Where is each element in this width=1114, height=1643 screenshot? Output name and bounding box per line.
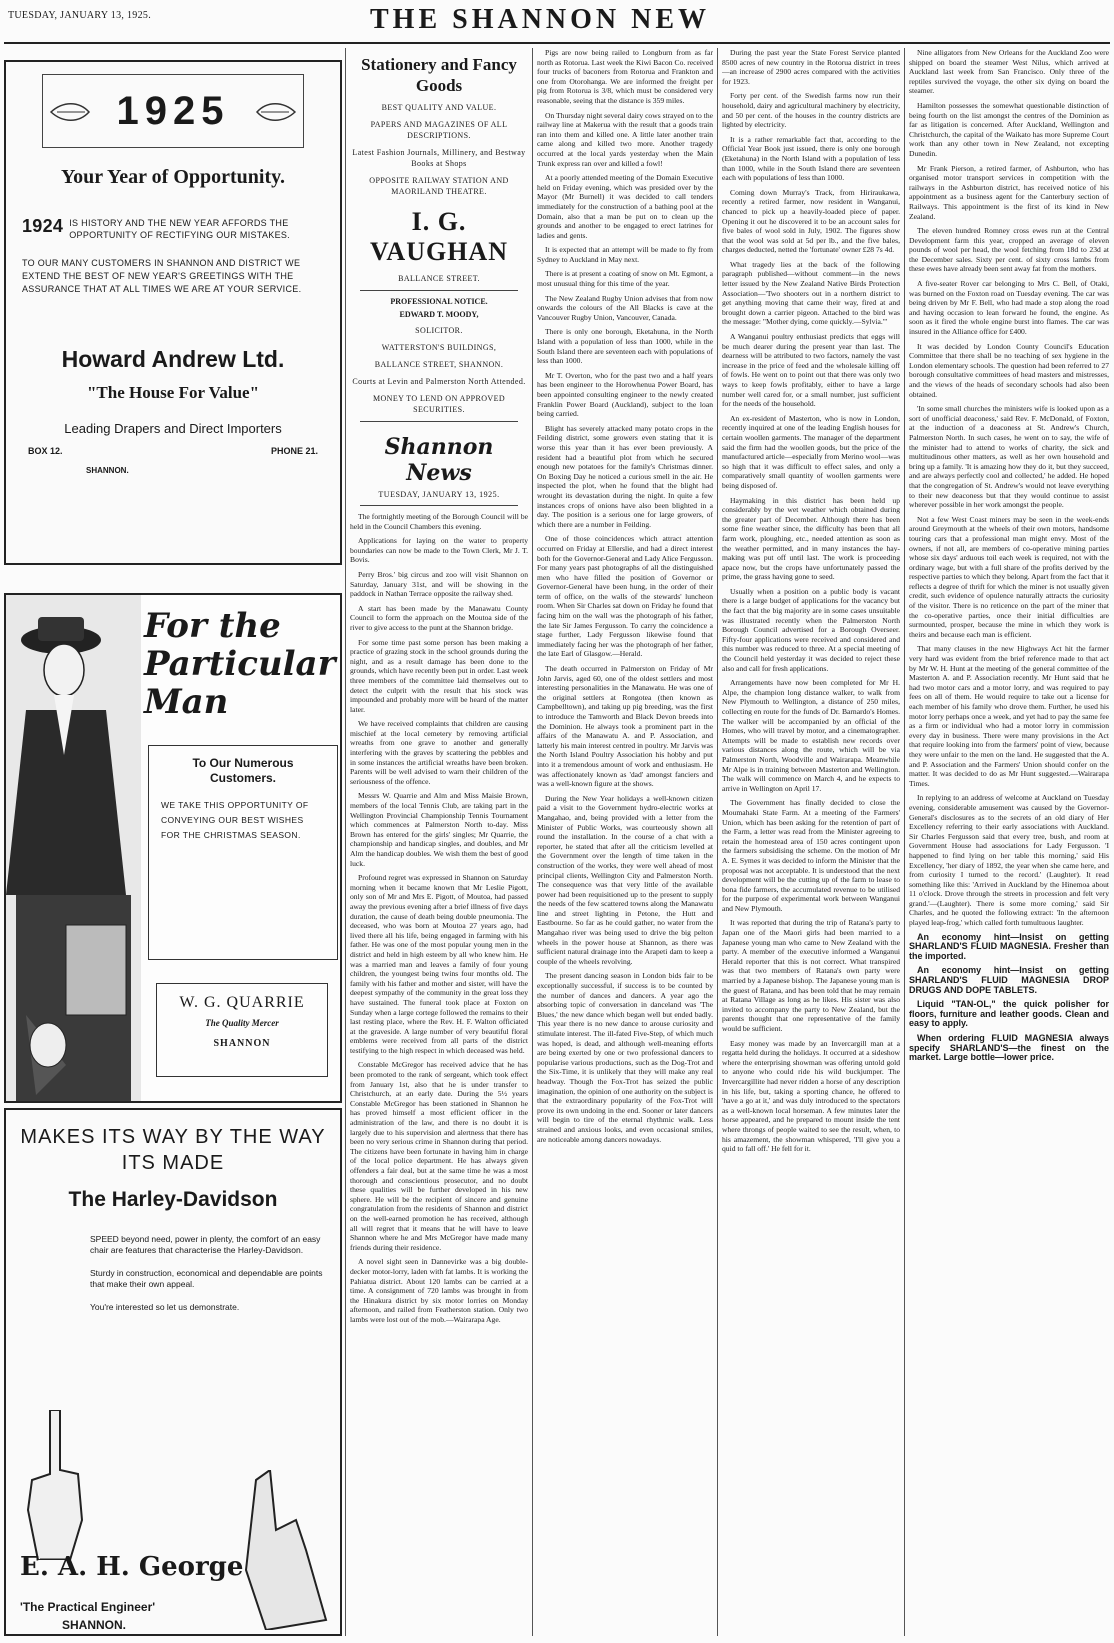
- article-paragraph: That many clauses in the new Highways Act hit the farmer very hard was evident from the brief reference made to that act by Mr W. H. Hunt at the meeting of the general committee of the Masterton A. and P. Association recently. Mr Hunt said that he had two motor cars and a motor lorry, and was required to pay fees on all of them. He would require to take out a license for each member of his family who drove them. Further, he used his motor lorry perhaps once a week, and yet had to pay the same fee as a firm or individual who had a motor lorry in commission every day in business. There were many provisions in the Act that require looking into from the farmers' point of view, because they were unfair to the men on the land. He suggested that the A. and P. Association and the Farmers' Union should confer on the matter. It was decided to do as Mr Hunt suggested.—Wairarapa Times.: [909, 644, 1109, 788]
- article-paragraph: 'In some small churches the ministers wife is looked upon as a sort of unofficial deaconess,' said Rev. F. McDonald, of Foxton, at the induction of a deaconess at St. Andrew's Church, Palmerston North. In such cases, he went on to say, the wife of the minister had to attend to works of charity, the sick and multitudinous other matters, as well as her own household and bring up a family. 'It is amazing how they do it, but they succeed, and are always perfectly cool and collected,' he added. He hoped that the congregation of St. Andrew's would not leave everything to their new deaconess but that they would continue to assist wherever possible in her work amongst the people.: [909, 404, 1109, 510]
- column-5: [909, 48, 1109, 1638]
- article-paragraph: A novel sight seen in Dannevirke was a big double-decker motor-lorry, laden with fat lambs. It is working the Pahiatua district. About 120 lambs can be carried at a time. A consignment of 720 lambs was brought in from the Hinakura district by six motor lorries on Monday afternoon, and railed from Featherston station. Only two lambs were lost out of the mob.—Wairarapa Age.: [350, 1257, 528, 1324]
- article-list: [909, 48, 1109, 928]
- professional-notice: PROFESSIONAL NOTICE.: [390, 297, 488, 306]
- mercer-subtitle: The Quality Mercer: [205, 1018, 279, 1028]
- article-paragraph: It was reported that during the trip of Ratana's party to Japan one of the Maori girls had been married to a Japanese young man who came to New Zealand with the party. A member of the executive informed a Wanganui Herald reporter that this is not correct. What transpired was that two members of Ratana's own party were married by a Japanese bishop. The Japanese young man is the guest of Ratana, and has been told that he may remain at Ratana Village as long as he likes. His sister was also invited to accompany the party to New Zealand, but the parents thought that one representative of the family would be sufficient.: [722, 918, 900, 1033]
- article-paragraph: Arrangements have now been completed for Mr H. Alpe, the champion long distance walker, to walk from New Plymouth to Wellington, a distance of 250 miles, collecting en route for the funds of Dr. Barnardo's Homes. The walker will be accompanied by an official of the Homes, who will travel by motor, and a cinematographer. Attempts will be made to establish new records over various distances along the route, which will be via Palmerston North, Woodville and Wairarapa. Meanwhile Mr Alpe is in training between Masterton and Wellington. The walk will commence on March 4, and he expects to arrive in Wellington on April 17.: [722, 678, 900, 793]
- article-paragraph: Not a few West Coast miners may be seen in the week-ends around Greymouth at the wheels of their own motors, handsome touring cars that a professional man might envy. Most of the owners, if not all, are members of co-operative mining parties whose six days' arduous toil each week is required, not with the ordinary wage, but with a full share of the profits derived by the respective parties to which they belong. Apart from the fact that it reflects a degree of thrift for which the miner is not usually given credit, such evidence of opulence naturally attracts the curiosity of the visitor. There is no reticence on the part of the miner that the co-operative parties, once their initial difficulties are surmounted, prosper, because the mine in which they work is theirs and because each man is efficient.: [909, 514, 1109, 639]
- article-paragraph: For some time past some person has been making a practice of grazing stock in the school grounds during the night, and as a result damage has been done to the grounds, which have recently been put in order. Last week three members of the committee laid themselves out to detect the culprit with the result that his stock was impounded and probably more will be heard of the matter later.: [350, 637, 528, 714]
- article-paragraph: During the past year the State Forest Service planted 8500 acres of new country in the Rotorua district in trees—an increase of 2900 acres compared with the activities for 1923.: [722, 48, 900, 86]
- papers-line: PAPERS AND MAGAZINES OF ALL DESCRIPTIONS.: [370, 120, 508, 140]
- mercer-name: W. G. QUARRIE: [179, 994, 305, 1011]
- article-paragraph: Constable McGregor has received advice that he has been promoted to the rank of sergeant, which took effect from January 1st, also that he is under transfer to Christchurch, at an early date. During the 5½ years Constable McGregor has been stationed in Shannon he has proved himself a most efficient officer in the administration of the law, and there is no doubt it is largely due to his supervision and alertness that there has been no very serious crime in Shannon during that period. The citizens have been fortunate in having him in charge of the local police department. He has always given offenders a fair deal, but at the same time he was a most thorough and conscientious prosecutor, and no doubt these qualities will be further developed in his new sphere. He will be the recipient of sincere and genuine congratulation from the residents of Shannon and district on the well-earned promotion he has received, although all will regret that it means that he will have to leave Shannon where he and Mrs McGregor have made many friends during their residence.: [350, 1060, 528, 1252]
- article-paragraph: The fortnightly meeting of the Borough Council will be held in the Council Chambers this evening.: [350, 512, 528, 531]
- article-paragraph: It is a rather remarkable fact that, according to the Official Year Book just issued, there is only one borough (Eketahuna) in the North Island with a population of less than 1000, while in the South Island there are seventeen each with populations of less than 1000.: [722, 134, 900, 183]
- article-paragraph: On Thursday night several dairy cows strayed on to the railway line at Makerua with the result that a goods train ran into them and killed one. A little later another train came along and killed two more. Another tragedy occurred at the local yards yesterday when the Main Trunk express ran over and killed a fowl!: [537, 110, 713, 168]
- pointing-hand-icon: [20, 1410, 90, 1560]
- article-paragraph: Forty per cent. of the Swedish farms now run their household, dairy and agricultural machinery by electricity, and 50 per cent. of the houses in the country districts are lighted by electricity.: [722, 91, 900, 130]
- article-paragraph: One of those coincidences which attract attention occurred on Friday at Ellerslie, and had a direct interest both for the Governor-General and Lady Alice Fergusson. For many years past photographs of all the distinguished men who have filled the position of Governor or Governor-General have been hung, in the order of their term of office, on the walls of the stewards' luncheon room. When Sir Charles sat down on Friday he found that facing him on the wall was the photograph of his father, the late Sir James Fergusson. To carry the coincidence a stage further, Lady Fergusson likewise found that immediately facing her was the photograph of her father, the late Earl of Glasgow.—Herald.: [537, 534, 713, 659]
- harley-text-2: Sturdy in construction, economical and dependable are points that make their own appeal.: [90, 1268, 323, 1289]
- notice-paragraph: An economy hint—Insist on getting SHARLAND'S FLUID MAGNESIA. Fresher than the imported.: [909, 931, 1109, 961]
- headline-line-1: For the: [144, 606, 281, 646]
- article-paragraph: There is at present a coating of snow on Mt. Egmont, a most unusual thing for this time of the year.: [537, 269, 713, 289]
- article-paragraph: The death occurred in Palmerston on Friday of Mr John Jarvis, aged 60, one of the oldest settlers and most interesting personalities in the Manawatu. He was one of the original settlers at Rongotea (then known as Campbelltown), and taking up pig breeding, was the first to introduce the Tamworth and Black Devon breeds into the Dominion. He always took a prominent part in the affairs of the Manawatu A. and P. Association, and latterly his main interest centred in poultry. Mr Jarvis was the North Island Poultry Association his hobby and put into it a tremendous amount of work and enthusiasm. He was affectionately known as 'dad' amongst fanciers and was a well-known figure at the shows.: [537, 664, 713, 789]
- harley-text-3: You're interested so let us demonstrate.: [90, 1302, 240, 1312]
- journals-line: Latest Fashion Journals, Millinery, and Bestway Books at Shops: [352, 148, 526, 168]
- buildings-line: WATTERSTON'S BUILDINGS,: [381, 343, 497, 352]
- dealer-town: SHANNON.: [62, 1618, 127, 1632]
- opportunity-lead: [22, 217, 324, 241]
- vaughan-address: BALLANCE STREET.: [398, 274, 480, 283]
- article-paragraph: An ex-resident of Masterton, who is now in London, recently inquired at one of the leading English houses for certain woollen garments. The manager of the department said the firm had the woollen goods, but the price of the manufactured article—especially from Merino wool—was so high that it was difficult to effect sales, and only a comparatively small quantity of woollen garments were being disposed of.: [722, 413, 900, 490]
- article-paragraph: Pigs are now being railed to Longburn from as far north as Rotorua. Last week the Kiwi Bacon Co. received four trucks of baconers from Rotorua and Frankton and one from Otorohanga. We are informed the freight per pig from Rotorua is 3/8, which must be considered very reasonable, seeing that the distance is 359 miles.: [537, 48, 713, 105]
- harley-headline: MAKES ITS WAY BY THE WAY ITS MADE: [20, 1126, 326, 1174]
- article-paragraph: The present dancing season in London bids fair to be exceptionally successful, if success is to be counted by the number of dances and dancers. A year ago the absorbing topic of conversation in danceland was 'The Blues,' the new dance which began well but ended badly. This year there is no new dance to arouse curiosity and stimulate interest. The ill-fated Five-Step, of which much was hoped, is dead, and although well-meaning efforts are being exerted by one or two professional dancers to popularise various productions, such as the Dog-Trot and the Six-Time, it is unlikely that they will make any real headway. Though the Fox-Trot has seized the public imagination, the opinion of one authority on the subject is that the extraordinary popularity of the Fox-Trot will prove its own undoing in the end. Sooner or later dancers will begin to tire of the eternal rhythmic walk. Less strained and anxious looks, and even occasional smiles, are noticeable among dancers nowadays.: [537, 971, 713, 1144]
- article-paragraph: The New Zealand Rugby Union advises that from now onwards the colours of the All Blacks is cave at the Vancouver Rugby Union, Vancouver, Canada.: [537, 293, 713, 322]
- notice-paragraph: When ordering FLUID MAGNESIA always specify SHARLAND'S—the finest on the market. Large bottle—lower price.: [909, 1033, 1109, 1063]
- firm-slogan: "The House For Value": [86, 383, 260, 402]
- article-paragraph: Coming down Murray's Track, from Hiriraukawa, recently a retired farmer, now resident in Wanganui, chanced to pick up a heavily-loaded piece of paper. Opening it out he discovered it to be an account sales for five bales of wool sold in July, 1902. The figures show that the wool was sold at 5d per lb., and the five bales, charges deducted, netted the 'fortunate' owner £28 7s 4d.: [722, 187, 900, 255]
- article-paragraph: In replying to an address of welcome at Auckland on Tuesday evening, considerable amusement was caused by the Governor-General's disclosures as to the secrets of an old diary of Her Excellency referring to their early associations with Auckland. Sir Charles Fergusson said that every tree, bush, and room at Government House had associations for Lady Fergusson. 'I happened to find lying on her table this morning,' said His Excellency, 'her diary of 1892, the year when she came here, and from curiosity I turned to the record.' (Laughter). It read something like this: 'Arrived in Auckland by the Hinemoa about 11 o'clock. Drove through the streets in procession and felt very grand.'—(Laughter). There is some more coming,' said Sir Charles, and he quoted the following extract: 'In the afternoon played leap-frog,' which called forth tumultuous laughter.: [909, 793, 1109, 928]
- lead-text: IS HISTORY AND THE NEW YEAR AFFORDS THE OPPORTUNITY OF RECTIFYING OUR MISTAKES.: [69, 218, 290, 240]
- greeting-message: WE TAKE THIS OPPORTUNITY OF CONVEYING OUR BEST WISHES FOR THE CHRISTMAS SEASON.: [161, 800, 309, 840]
- notice-paragraph: An economy hint—Insist on getting SHARLAND'S FLUID MAGNESIA DROP DRUGS AND DOPE TABLETS.: [909, 965, 1109, 995]
- firm-contact: [28, 446, 318, 456]
- article-paragraph: Profound regret was expressed in Shannon on Saturday morning when it became known that Mr Leslie Pigott, only son of Mr and Mrs E. Pigott, of Moutoa, had passed away the previous evening after a brief illness of five days duration, the cause of death being double pneumonia. The deceased, who was born at Moutoa 27 years ago, had lived there all his life, being engaged in farming with his father. He was one of the most popular young men in the district and held in high esteem by all who knew him. He was a married man and leaves a family of four young children, the youngest being twins four months old. The family with his father and mother and sister, will have the deepest sympathy of the community in the great loss they have sustained. The funeral took place at Foxton on Sunday when a large cortege followed the remains to their last resting place, where the Rev. H. F. Walton officiated at the graveside. A large number of very beautiful floral emblems were received from all parts of the district testifying to the high respect in which deceased was held.: [350, 873, 528, 1055]
- firm-name: Howard Andrew Ltd.: [61, 346, 285, 372]
- article-paragraph: It was decided by London County Council's Education Committee that there shall be no teaching of sex hygiene in the London elementary schools. The question had been referred to 27 borough consultative committees of head masters and mistresses, and the views of the heads of secondary schools had also been obtained.: [909, 341, 1109, 399]
- article-paragraph: Nine alligators from New Orleans for the Auckland Zoo were shipped on board the steamer West Nilus, which arrived at Auckland last week from San Francisco. Only three of the reptiles survived the voyage, the other six dying on board the steamer.: [909, 48, 1109, 96]
- divider: [360, 505, 518, 506]
- article-paragraph: A Wanganui poultry enthusiast predicts that eggs will be much dearer during the present year than last. The dearness will be attributed to two factors, namely the vast increase in the price of feed and the wholesale killing off of fowls. He went on to point out that there was only two ways to keep fowls profitably, either to have a large number well cared for, or a small number, just sufficient for the needs of the household.: [722, 332, 900, 409]
- opportunity-body: TO OUR MANY CUSTOMERS IN SHANNON AND DISTRICT WE EXTEND THE BEST OF NEW YEAR'S GREETINGS WITH THE ASSURANCE THAT AT ALL TIMES WE ARE AT YOUR SERVICE.: [22, 258, 302, 294]
- article-paragraph: The Government has finally decided to close the Moumahaki State Farm. At a meeting of the Farmers' Union, which has been asking for the retention of part of the Farm, a letter was read from the Minister agreeing to retain the homestead area of 150 acres contingent upon the farmers subsidising the scheme. On the motion of Mr A. E. Symes it was decided to inform the Minister that the proposal was not acceptable. It is understood that the next development will be the cutting up of the farm to lease to bona fide farmers, the accumulated revenue to be utilised for the purpose of experimental work between Wanganui and New Plymouth.: [722, 798, 900, 913]
- column-4: [722, 48, 900, 1638]
- column-rule: [532, 48, 533, 1636]
- article-paragraph: Perry Bros.' big circus and zoo will visit Shannon on Saturday, January 31st, and will be showing in the paddock in Nathan Terrace opposite the railway shed.: [350, 569, 528, 599]
- article-list: [350, 512, 528, 1325]
- article-paragraph: At a poorly attended meeting of the Domain Executive held on Friday evening, which was presided over by the Mayor (Mr Burnell) it was decided to call tenders immediately for the construction of a bathing pool at the Domain, also that a man be put on to clean up the grounds and another to be engaged to erect latrines for ladies and gents.: [537, 173, 713, 240]
- masthead-rule: [4, 42, 1110, 44]
- quality-line: BEST QUALITY AND VALUE.: [381, 103, 497, 112]
- laurel-left-icon: [49, 97, 91, 127]
- harley-brand: The Harley-Davidson: [68, 1188, 278, 1211]
- mercer-town: SHANNON: [213, 1038, 271, 1049]
- phone-number: PHONE 21.: [270, 446, 318, 456]
- greeting-title: To Our Numerous Customers.: [192, 756, 294, 785]
- year-banner: [42, 74, 304, 148]
- courts-line: Courts at Levin and Palmerston North Attended.: [352, 377, 526, 386]
- greeting-panel: [148, 745, 338, 960]
- article-paragraph: It is expected that an attempt will be made to fly from Sydney to Auckland in May next.: [537, 245, 713, 264]
- article-paragraph: We have received complaints that children are causing mischief at the local cemetery by removing artificial wreaths from one grave to another and generally interfering with the graves by scattering the pebbles and in some instances the artificial wreaths have been broken. Parents will be well advised to warn their children of the seriousness of the offence.: [350, 719, 528, 786]
- article-paragraph: Haymaking in this district has been held up considerably by the wet weather which obtained during the greater part of December. Although there has been some fine weather since, the difficulty has been that all farm work, ploughing, etc., needed attention as soon as the weather permitted, and in many instances the hay-making was put off until last. The work is proceeding apace now, but the crops have unfortunately passed the prime, the grass having gone to seed.: [722, 495, 900, 582]
- article-paragraph: What tragedy lies at the back of the following paragraph published—without comment—in the news letter issued by the New Zealand Native Birds Protection Association—'Two shooters out in a northern district to get anything moving that came their way, fired at and brought down a carrier pigeon. Attached to the bird was the message: "Mother dying, come quickly.—Sylvia."': [722, 259, 900, 327]
- newspaper-title: THE SHANNON NEW: [370, 4, 711, 35]
- raised-hand-icon: [236, 1470, 336, 1630]
- mercer-card: [156, 983, 328, 1077]
- article-paragraph: A start has been made by the Manawatu County Council to form the approach on the Moutoa side of the river to give access to the punt at the Shannon bridge.: [350, 603, 528, 632]
- issue-date: TUESDAY, JANUARY 13, 1925.: [8, 10, 152, 21]
- harley-text-1: SPEED beyond need, power in plenty, the comfort of an easy chair are features that characterise the Harley-Davidson.: [90, 1234, 321, 1255]
- notice-list: [909, 933, 1109, 1063]
- year-text: 1925: [116, 88, 230, 133]
- divider: [360, 421, 518, 422]
- column-2: [350, 48, 528, 1638]
- firm-description: Leading Drapers and Direct Importers: [64, 421, 282, 436]
- column-rule: [717, 48, 718, 1636]
- ballance-line: BALLANCE STREET, SHANNON.: [374, 360, 504, 369]
- gentleman-illustration-icon: [6, 595, 141, 1101]
- article-list: [537, 48, 713, 1144]
- article-paragraph: A five-seater Rover car belonging to Mrs C. Bell, of Otaki, was burned on the Foxton road on Tuesday evening. The car was being driven by Mr F. Bell, who had made a stop along the road and having occasion to lean forward he found, the engine. As soon as it fired the whole engine burst into flames. The car was insured in the Alliance office for £400.: [909, 279, 1109, 337]
- quarrie-ad: [4, 593, 342, 1103]
- dealer-tagline: 'The Practical Engineer': [20, 1600, 156, 1614]
- solicitor-title: SOLICITOR.: [415, 326, 463, 335]
- column-3: [537, 48, 713, 1638]
- article-paragraph: Blight has severely attacked many potato crops in the Feilding district, some growers even stating that it is worse this year than it has ever been previously. A resident had a beautiful plot from which he secured enough new potatoes for the family's Christmas dinner. On Boxing Day he noticed a curious smell in the air. He inspected the plot, when he found that the blight had wrought its devastation during the night. In quite a few instances crops of onions have also been blighted in a day. The position is a serious one for large growers, of which there are a number in Feilding.: [537, 423, 713, 529]
- harley-davidson-ad: [4, 1108, 342, 1636]
- laurel-right-icon: [255, 97, 297, 127]
- article-paragraph: There is only one borough, Eketahuna, in the North Island with a population of less than 1000, while in the South Island there are seventeen each with populations of less than 1000.: [537, 327, 713, 366]
- lead-year: 1924: [22, 216, 64, 236]
- article-paragraph: Mr T. Overton, who for the past two and a half years has been engineer to the Horowhenua Power Board, has been appointed consulting engineer to the newly created Franklin Power Board (Auckland), subject to the loan being carried.: [537, 370, 713, 419]
- opposite-line: OPPOSITE RAILWAY STATION AND MAORILAND THEATRE.: [369, 176, 509, 196]
- notice-paragraph: Liquid "TAN-OL," the quick polisher for floors, furniture and leather goods. Clean and easy to apply.: [909, 999, 1109, 1029]
- particular-headline: [144, 607, 344, 721]
- howard-andrew-ad: [4, 60, 342, 565]
- article-paragraph: During the New Year holidays a well-known citizen paid a visit to the Government hydro-electric works at Mangahao, and, being provided with a letter from the Minister of Public Works, was courteously shown all round the installation. In the course of a chat with a reporter, he stated that after all the criticism levelled at the Government over the length of time taken in the construction of the works, they were well ahead of most principal clients, Wellington City and Palmerston North. The consequence was that very little of the available power had been requisitioned up to the present to supply the needs of the few scattered towns along the Manawatu line and street lighting in Petone, the Hutt and Eastbourne. So far as he could gather, no water from the Mangahao river was being used to drive the big pelton wheels in the power house at Shannon, as there was sufficient natural drainage into the Arapeti dam to keep a couple of the wheels revolving.: [537, 793, 713, 966]
- article-paragraph: Applications for laying on the water to property boundaries can now be made to the Town Clerk, Mr J. T. Bovis.: [350, 536, 528, 565]
- article-list: [722, 48, 900, 1154]
- headline-line-2: Particular Man: [144, 644, 336, 722]
- solicitor-name: EDWARD T. MOODY,: [399, 310, 479, 319]
- article-paragraph: Mr Frank Pierson, a retired farmer, of Ashburton, who has organised motor transport services in competition with the railways in the Ashburton district, has received notice of his appointment as a business agent for the Canterbury section of Railways. This appointment is the first of its kind in New Zealand.: [909, 163, 1109, 221]
- article-paragraph: Hamilton possesses the somewhat questionable distinction of being fourth on the list amongst the centres of the Dominion as far as litigation is concerned. After Auckland, Wellington and Christchurch, the capital of the Waikato has more Supreme Court work than any other town in New Zealand, not excepting Dunedin.: [909, 100, 1109, 158]
- article-paragraph: Usually when a position on a public body is vacant there is a large budget of applications for the vacancy but the fact that the big majority are in some cases unsuitable was illustrated recently when the Palmerston North Borough Council advertised for a Borough Overseer. Fifty-four applications were received and considered and this number was reduced to three. At a special meeting of the Council held yesterday it was decided to reject these also and call for fresh applications.: [722, 586, 900, 673]
- opportunity-headline: Your Year of Opportunity.: [60, 166, 286, 188]
- stationery-heading: Stationery and Fancy Goods: [361, 55, 517, 95]
- article-paragraph: Easy money was made by an Invercargill man at a regatta held during the holidays. It occurred at a sideshow where the enterprising showman was offering untold gold to anyone who could ride his wild buckjumper. The Invercargillite had never ridden a horse of any description in his life, but, taking a sporting chance, he offered to 'have a go at it,' and was duly introduced to the spectators as a well-known local horseman. A few minutes later the horse appeared, and he prepared to mount inside the tent where throngs of people waited to see the result, when, to his amazement, the showman whispered, 'I'll give you a quid to fall off.' He fell for it.: [722, 1038, 900, 1154]
- divider: [360, 290, 518, 291]
- money-line: MONEY TO LEND ON APPROVED SECURITIES.: [372, 394, 506, 414]
- firm-town: SHANNON.: [86, 466, 129, 475]
- dealer-name: E. A. H. George: [20, 1552, 244, 1582]
- masthead: [0, 0, 1114, 46]
- vaughan-name: I. G. VAUGHAN: [370, 207, 508, 266]
- article-paragraph: Messrs W. Quarrie and Alm and Miss Maisie Brown, members of the local Tennis Club, are taking part in the Wellington Provincial Championship Tennis Tournament which commences at Palmerston North to-day. Miss Brown has entered for the girls' singles; Mr Quarrie, the championship and handicap singles, and doubles, and Mr Alm the handicap doubles. We wish them the best of good luck.: [350, 791, 528, 868]
- column-rule: [904, 48, 905, 1636]
- flag-date: TUESDAY, JANUARY 13, 1925.: [378, 490, 500, 499]
- box-number: BOX 12.: [28, 446, 63, 456]
- newspaper-flag: Shannon News: [384, 434, 494, 486]
- article-paragraph: The eleven hundred Romney cross ewes run at the Central Development farm this year, cropped an average of eleven pounds of wool per head, the wool fetching from 18d to 23d at the December sales. Sixty per cent. of sixty cross lambs from these ewes have already been sent away fat from the mothers.: [909, 226, 1109, 274]
- column-rule: [345, 48, 346, 1636]
